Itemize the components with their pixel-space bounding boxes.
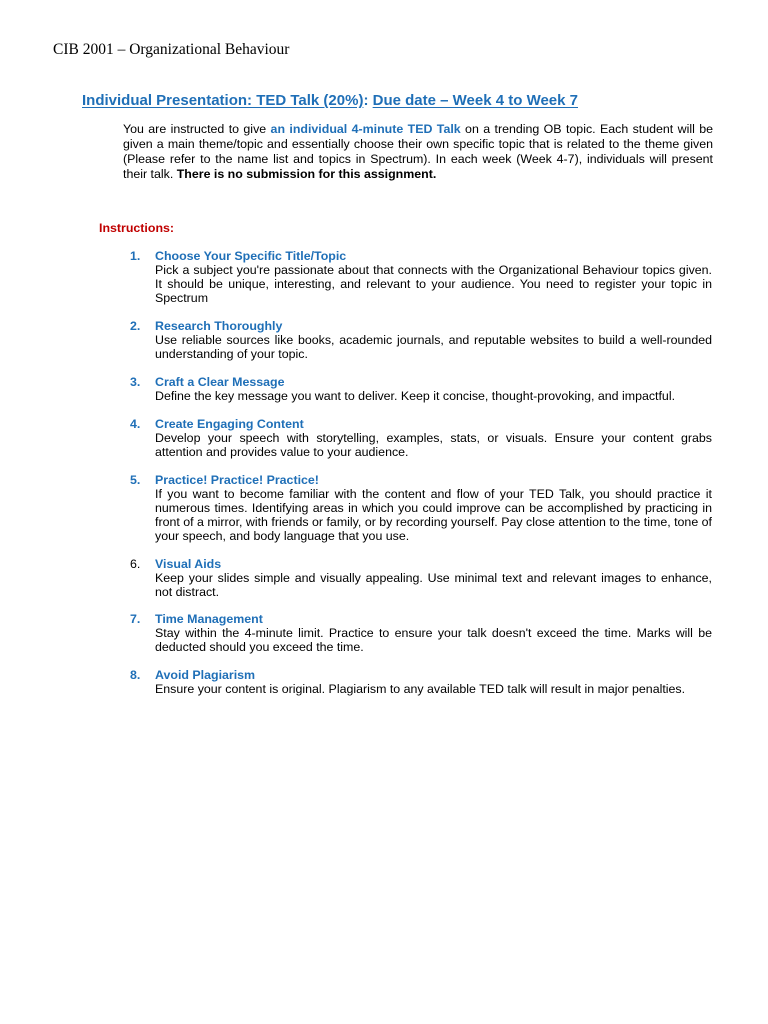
item-title: Practice! Practice! Practice! xyxy=(155,473,319,487)
item-number: 2. xyxy=(130,319,141,333)
instruction-item-4 xyxy=(130,417,712,459)
intro-highlight: an individual 4-minute TED Talk xyxy=(270,122,461,136)
instruction-item-3 xyxy=(130,375,712,403)
intro-paragraph xyxy=(123,122,713,182)
item-title: Avoid Plagiarism xyxy=(155,668,256,682)
intro-text-start: You are instructed to give xyxy=(123,122,271,136)
item-title: Time Management xyxy=(155,612,263,626)
instruction-item-2 xyxy=(130,319,712,361)
instruction-item-1 xyxy=(130,249,712,305)
item-number: 6. xyxy=(130,557,141,571)
title-presentation: Individual Presentation: TED Talk (20%) xyxy=(82,92,364,109)
item-number: 1. xyxy=(130,249,141,263)
instruction-item-6 xyxy=(130,557,712,599)
item-body: Define the key message you want to deliver. Keep it concise, thought-provoking, and impactful. xyxy=(155,389,676,403)
document-title xyxy=(82,92,578,109)
instruction-item-5 xyxy=(130,473,712,543)
item-number: 7. xyxy=(130,612,141,626)
intro-text-middle: on a trending OB topic. Each student will be given a main theme/topic and essentially choose their own specific topic that is related to the theme given (Please refer to the name list and topics in Spectrum). In each week (Week 4-7), individuals will present their talk. xyxy=(123,122,714,181)
title-separator: : xyxy=(363,92,373,109)
item-title: Research Thoroughly xyxy=(155,319,283,333)
intro-bold-note: There is no submission for this assignment. xyxy=(176,167,437,181)
item-title: Choose Your Specific Title/Topic xyxy=(155,249,347,263)
item-body: If you want to become familiar with the content and flow of your TED Talk, you should practice it numerous times. Identifying areas in which you could improve can be accomplished by practicing in front of a mirror, with friends or family, or by recording yourself. Pay close attention to the time, tone of your speech, and body language that you use. xyxy=(155,487,712,543)
item-number: 5. xyxy=(130,473,141,487)
instructions-heading: Instructions: xyxy=(99,221,175,235)
instruction-item-7 xyxy=(130,612,712,654)
instruction-item-8 xyxy=(130,668,712,696)
item-title: Visual Aids xyxy=(155,557,222,571)
item-title: Create Engaging Content xyxy=(155,417,304,431)
item-body: Keep your slides simple and visually appealing. Use minimal text and relevant images to enhance, not distract. xyxy=(155,571,712,599)
item-body: Stay within the 4-minute limit. Practice to ensure your talk doesn't exceed the time. Marks will be deducted should you exceed the time. xyxy=(155,626,712,654)
item-title: Craft a Clear Message xyxy=(155,375,285,389)
item-number: 8. xyxy=(130,668,141,682)
item-body: Ensure your content is original. Plagiarism to any available TED talk will result in major penalties. xyxy=(155,682,686,696)
item-body: Use reliable sources like books, academic journals, and reputable websites to build a well-rounded understanding of your topic. xyxy=(155,333,712,361)
item-body: Pick a subject you're passionate about that connects with the Organizational Behaviour topics given. It should be unique, interesting, and relevant to your audience. You need to register your topic in Spectrum xyxy=(155,263,712,305)
item-number: 4. xyxy=(130,417,141,431)
title-due-date: Due date – Week 4 to Week 7 xyxy=(372,92,578,109)
item-body: Develop your speech with storytelling, examples, stats, or visuals. Ensure your content grabs attention and provides value to your audience. xyxy=(155,431,712,459)
item-number: 3. xyxy=(130,375,141,389)
course-header: CIB 2001 – Organizational Behaviour xyxy=(53,41,290,58)
